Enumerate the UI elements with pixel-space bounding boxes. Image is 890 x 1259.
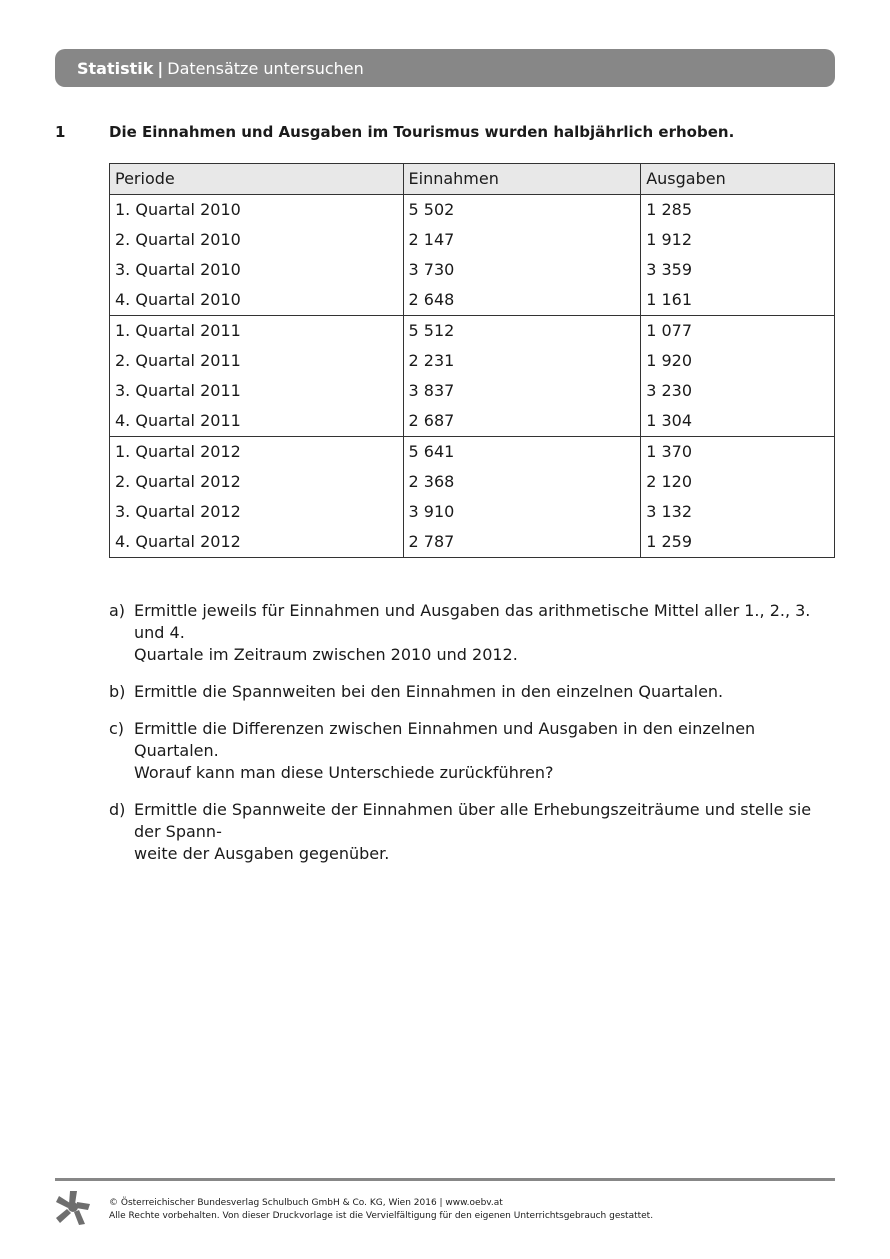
cell-ausgaben: 1 920 (641, 346, 835, 376)
cell-periode: 1. Quartal 2011 (110, 316, 404, 347)
subtask-line: Ermittle die Differenzen zwischen Einnahmen und Ausgaben in den einzelnen Quartalen. (134, 719, 756, 760)
publisher-logo-icon (55, 1190, 91, 1226)
task-title: Die Einnahmen und Ausgaben im Tourismus wurden halbjährlich erhoben. (109, 123, 735, 141)
cell-ausgaben: 1 285 (641, 195, 835, 226)
cell-ausgaben: 1 077 (641, 316, 835, 347)
cell-periode: 4. Quartal 2011 (110, 406, 404, 437)
task-number: 1 (55, 123, 66, 141)
subtask-line: Quartale im Zeitraum zwischen 2010 und 2012. (134, 645, 518, 664)
header-separator: | (157, 58, 164, 78)
cell-einnahmen: 3 730 (403, 255, 641, 285)
subtask-label: c) (109, 719, 125, 738)
table-row (110, 527, 835, 558)
cell-periode: 2. Quartal 2012 (110, 467, 404, 497)
table-row (110, 376, 835, 406)
cell-einnahmen: 2 368 (403, 467, 641, 497)
table-row (110, 316, 835, 347)
cell-ausgaben: 1 304 (641, 406, 835, 437)
cell-einnahmen: 5 512 (403, 316, 641, 347)
cell-ausgaben: 3 230 (641, 376, 835, 406)
cell-einnahmen: 3 910 (403, 497, 641, 527)
cell-periode: 1. Quartal 2010 (110, 195, 404, 226)
table-header-row (110, 164, 835, 195)
subtask-label: d) (109, 800, 126, 819)
column-header-ausgaben: Ausgaben (641, 164, 835, 195)
header-section: Statistik (77, 58, 154, 78)
subtask-text (134, 681, 835, 703)
cell-ausgaben: 1 370 (641, 437, 835, 468)
cell-ausgaben: 3 132 (641, 497, 835, 527)
footer-rule (55, 1178, 835, 1181)
column-header-einnahmen: Einnahmen (403, 164, 641, 195)
subtask-item (109, 600, 835, 666)
header-bar (55, 49, 835, 87)
cell-einnahmen: 2 787 (403, 527, 641, 558)
subtask-item (109, 718, 835, 784)
column-header-periode: Periode (110, 164, 404, 195)
subtask-line: weite der Ausgaben gegenüber. (134, 844, 390, 863)
header-subtitle: Datensätze untersuchen (167, 58, 364, 78)
cell-periode: 2. Quartal 2010 (110, 225, 404, 255)
table-row (110, 285, 835, 316)
table-row (110, 225, 835, 255)
cell-periode: 2. Quartal 2011 (110, 346, 404, 376)
subtask-text (134, 600, 835, 666)
subtask-text (134, 799, 835, 865)
cell-einnahmen: 2 147 (403, 225, 641, 255)
cell-einnahmen: 2 687 (403, 406, 641, 437)
cell-ausgaben: 2 120 (641, 467, 835, 497)
cell-einnahmen: 2 231 (403, 346, 641, 376)
cell-periode: 4. Quartal 2010 (110, 285, 404, 316)
table-row (110, 437, 835, 468)
subtask-label: a) (109, 601, 126, 620)
table-row (110, 346, 835, 376)
cell-periode: 4. Quartal 2012 (110, 527, 404, 558)
subtask-line: Ermittle die Spannweite der Einnahmen über alle Erhebungszeiträume und stelle sie der Spann- (134, 800, 812, 841)
footer-copyright: © Österreichischer Bundesverlag Schulbuch GmbH & Co. KG, Wien 2016 | www.oebv.at (109, 1198, 503, 1208)
data-table (109, 163, 835, 558)
subtask-line: Worauf kann man diese Unterschiede zurückführen? (134, 763, 554, 782)
cell-periode: 3. Quartal 2011 (110, 376, 404, 406)
subtask-line: Ermittle die Spannweiten bei den Einnahmen in den einzelnen Quartalen. (134, 682, 724, 701)
cell-einnahmen: 2 648 (403, 285, 641, 316)
cell-einnahmen: 3 837 (403, 376, 641, 406)
footer-text (109, 1197, 653, 1223)
table-row (110, 497, 835, 527)
table-row (110, 467, 835, 497)
cell-ausgaben: 1 259 (641, 527, 835, 558)
cell-ausgaben: 1 161 (641, 285, 835, 316)
subtask-item (109, 799, 835, 865)
subtask-list (109, 600, 835, 880)
cell-ausgaben: 3 359 (641, 255, 835, 285)
subtask-label: b) (109, 682, 126, 701)
table-row (110, 195, 835, 226)
cell-periode: 1. Quartal 2012 (110, 437, 404, 468)
subtask-line: Ermittle jeweils für Einnahmen und Ausgaben das arithmetische Mittel aller 1., 2., 3. und 4. (134, 601, 811, 642)
table-body (110, 195, 835, 558)
cell-periode: 3. Quartal 2010 (110, 255, 404, 285)
cell-ausgaben: 1 912 (641, 225, 835, 255)
footer-rights: Alle Rechte vorbehalten. Von dieser Druckvorlage ist die Vervielfältigung für den eigenen Unterrichtsgebrauch gestattet. (109, 1211, 654, 1221)
subtask-text (134, 718, 835, 784)
subtask-item (109, 681, 835, 703)
cell-einnahmen: 5 502 (403, 195, 641, 226)
table-row (110, 406, 835, 437)
cell-periode: 3. Quartal 2012 (110, 497, 404, 527)
table-row (110, 255, 835, 285)
cell-einnahmen: 5 641 (403, 437, 641, 468)
